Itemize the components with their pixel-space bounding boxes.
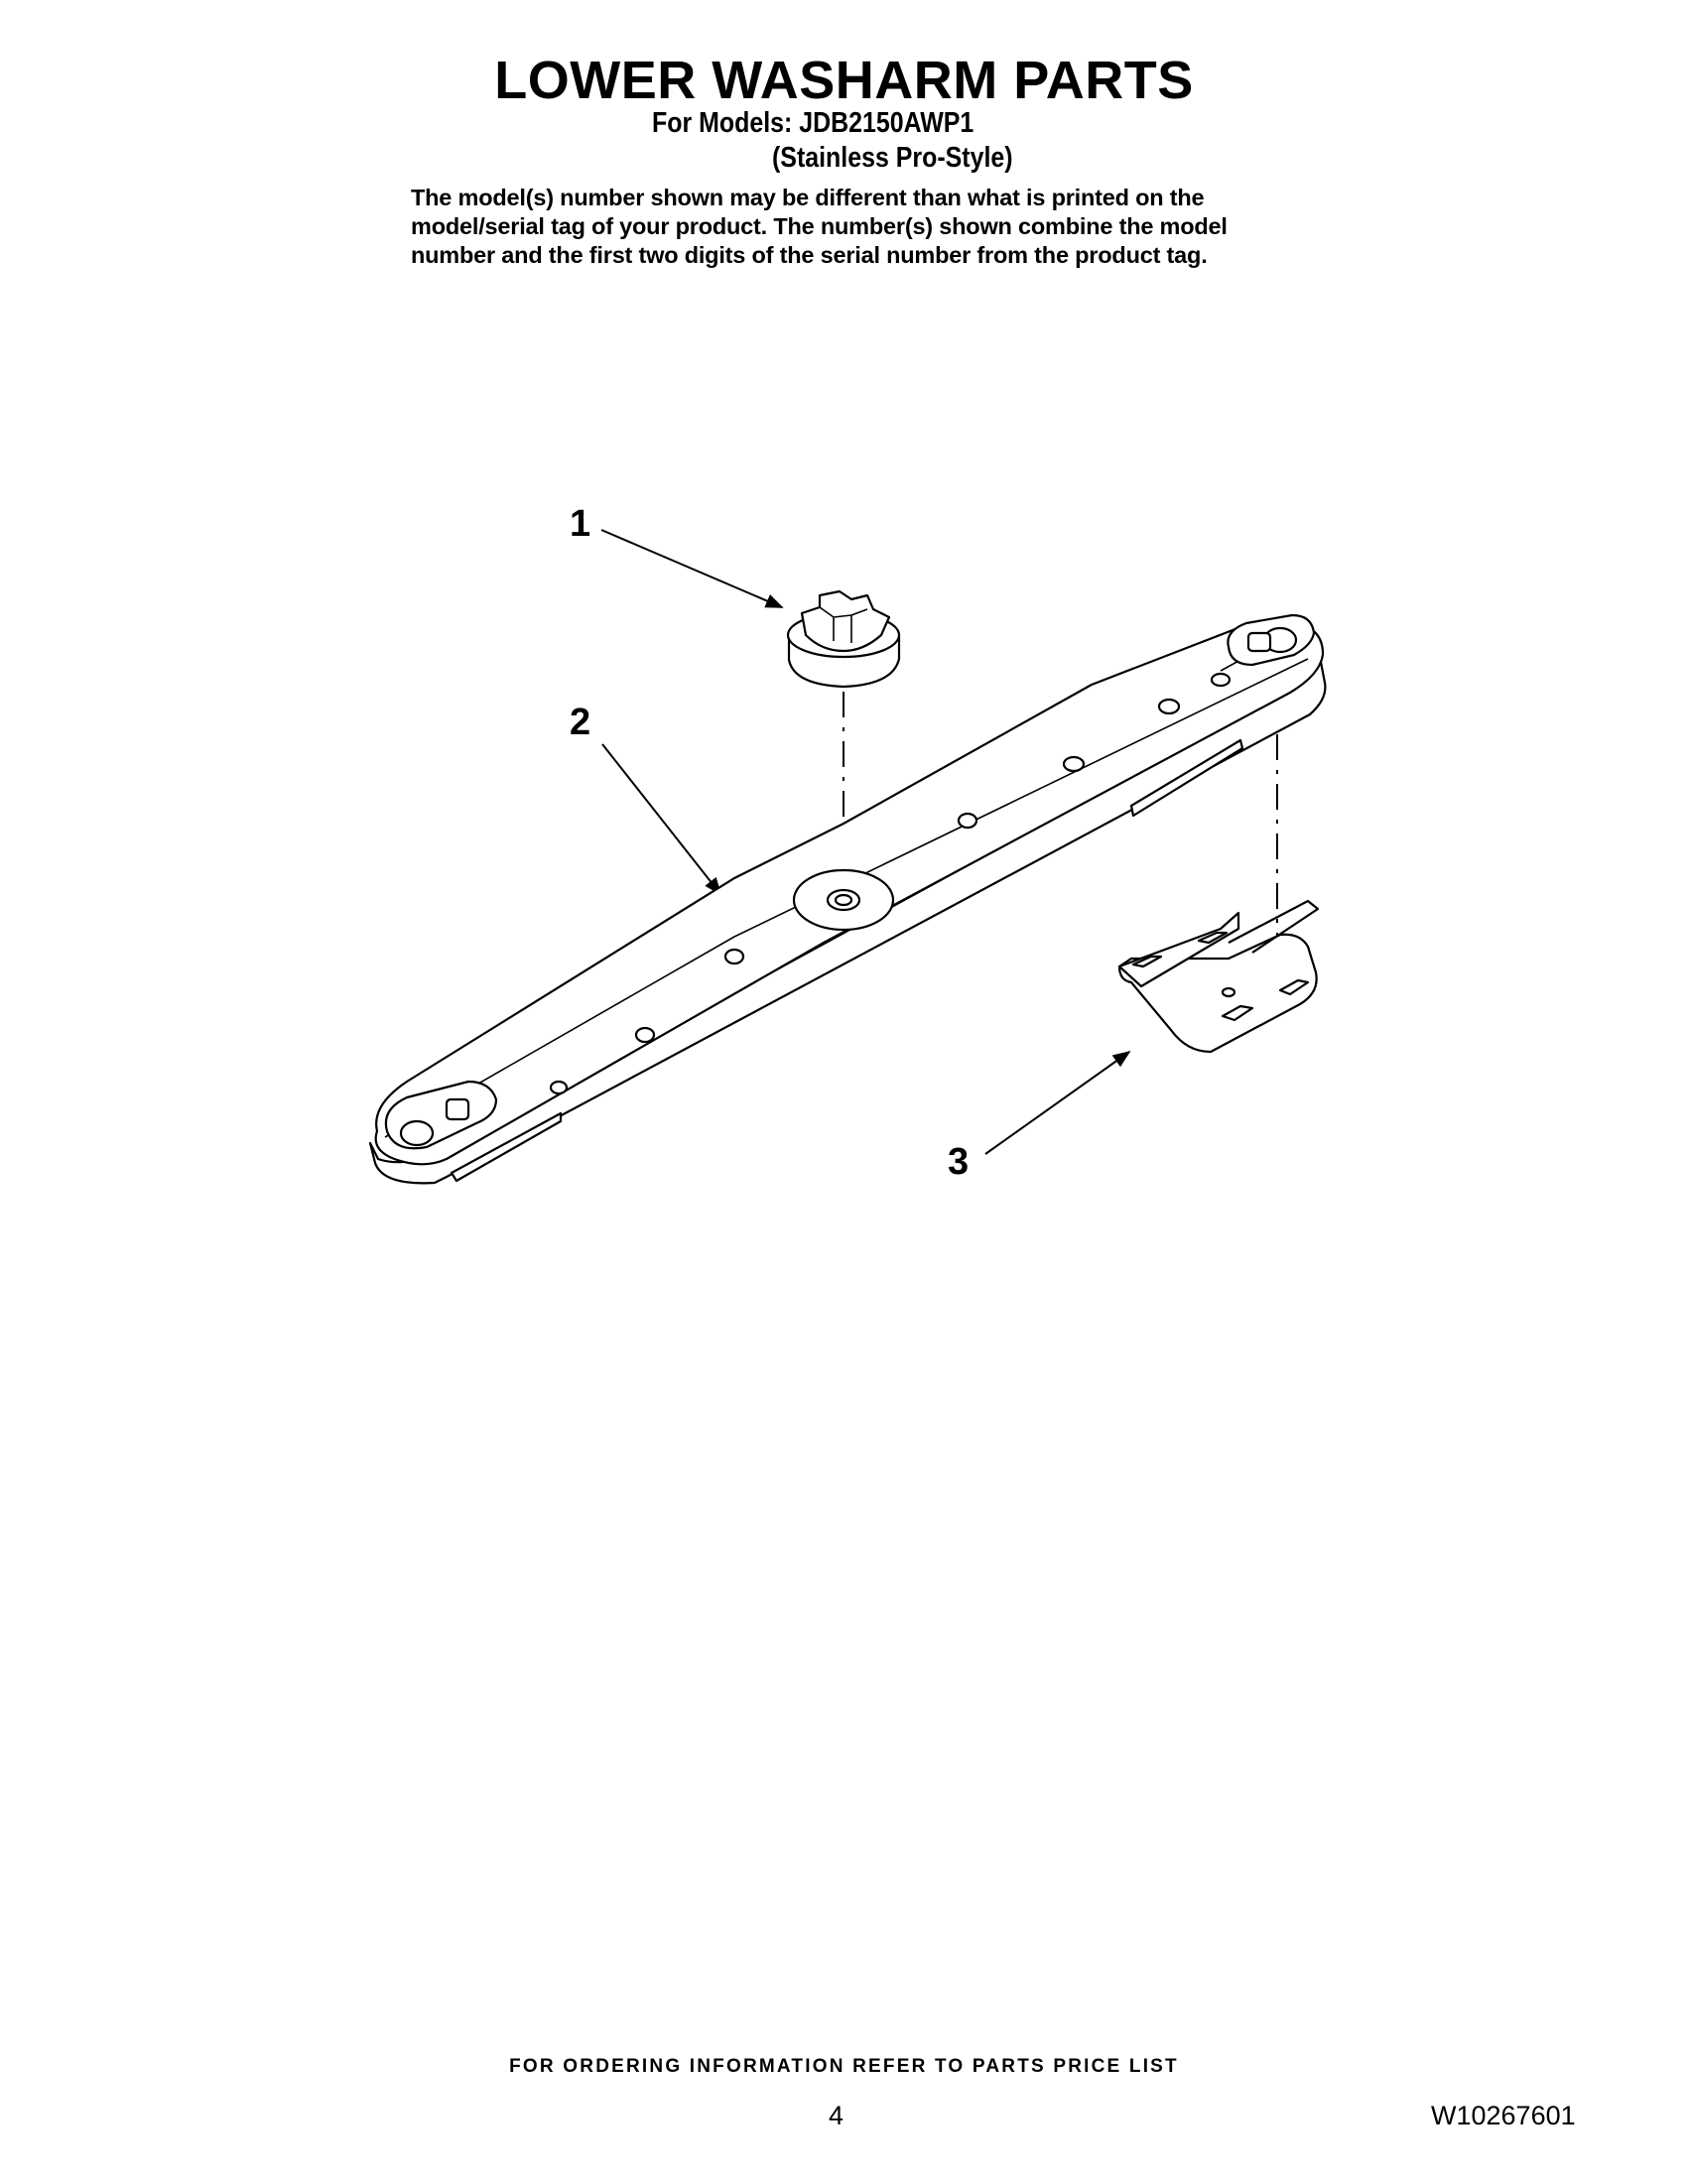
callout-2: 2 bbox=[570, 702, 591, 743]
hub-nut bbox=[788, 591, 899, 687]
document-number: W10267601 bbox=[1431, 2101, 1576, 2130]
wash-arm bbox=[370, 615, 1325, 1183]
page-title: LOWER WASHARM PARTS bbox=[494, 51, 1194, 110]
ordering-note: FOR ORDERING INFORMATION REFER TO PARTS PRICE LIST bbox=[509, 2056, 1179, 2077]
page-number: 4 bbox=[829, 2101, 844, 2130]
note-line: model/serial tag of your product. The number(s) shown combine the model bbox=[411, 213, 1228, 239]
deflector-plate bbox=[1119, 901, 1318, 1052]
callout-3: 3 bbox=[948, 1141, 970, 1183]
callout-1: 1 bbox=[570, 503, 591, 545]
leader-line-1 bbox=[601, 530, 782, 607]
variant-line: (Stainless Pro-Style) bbox=[772, 142, 1013, 174]
models-line: For Models: JDB2150AWP1 bbox=[652, 107, 974, 139]
note-line: The model(s) number shown may be different than what is printed on the bbox=[411, 185, 1205, 210]
leader-line-2 bbox=[602, 744, 720, 894]
note-line: number and the first two digits of the serial number from the product tag. bbox=[411, 242, 1208, 268]
leader-line-3 bbox=[985, 1052, 1129, 1154]
